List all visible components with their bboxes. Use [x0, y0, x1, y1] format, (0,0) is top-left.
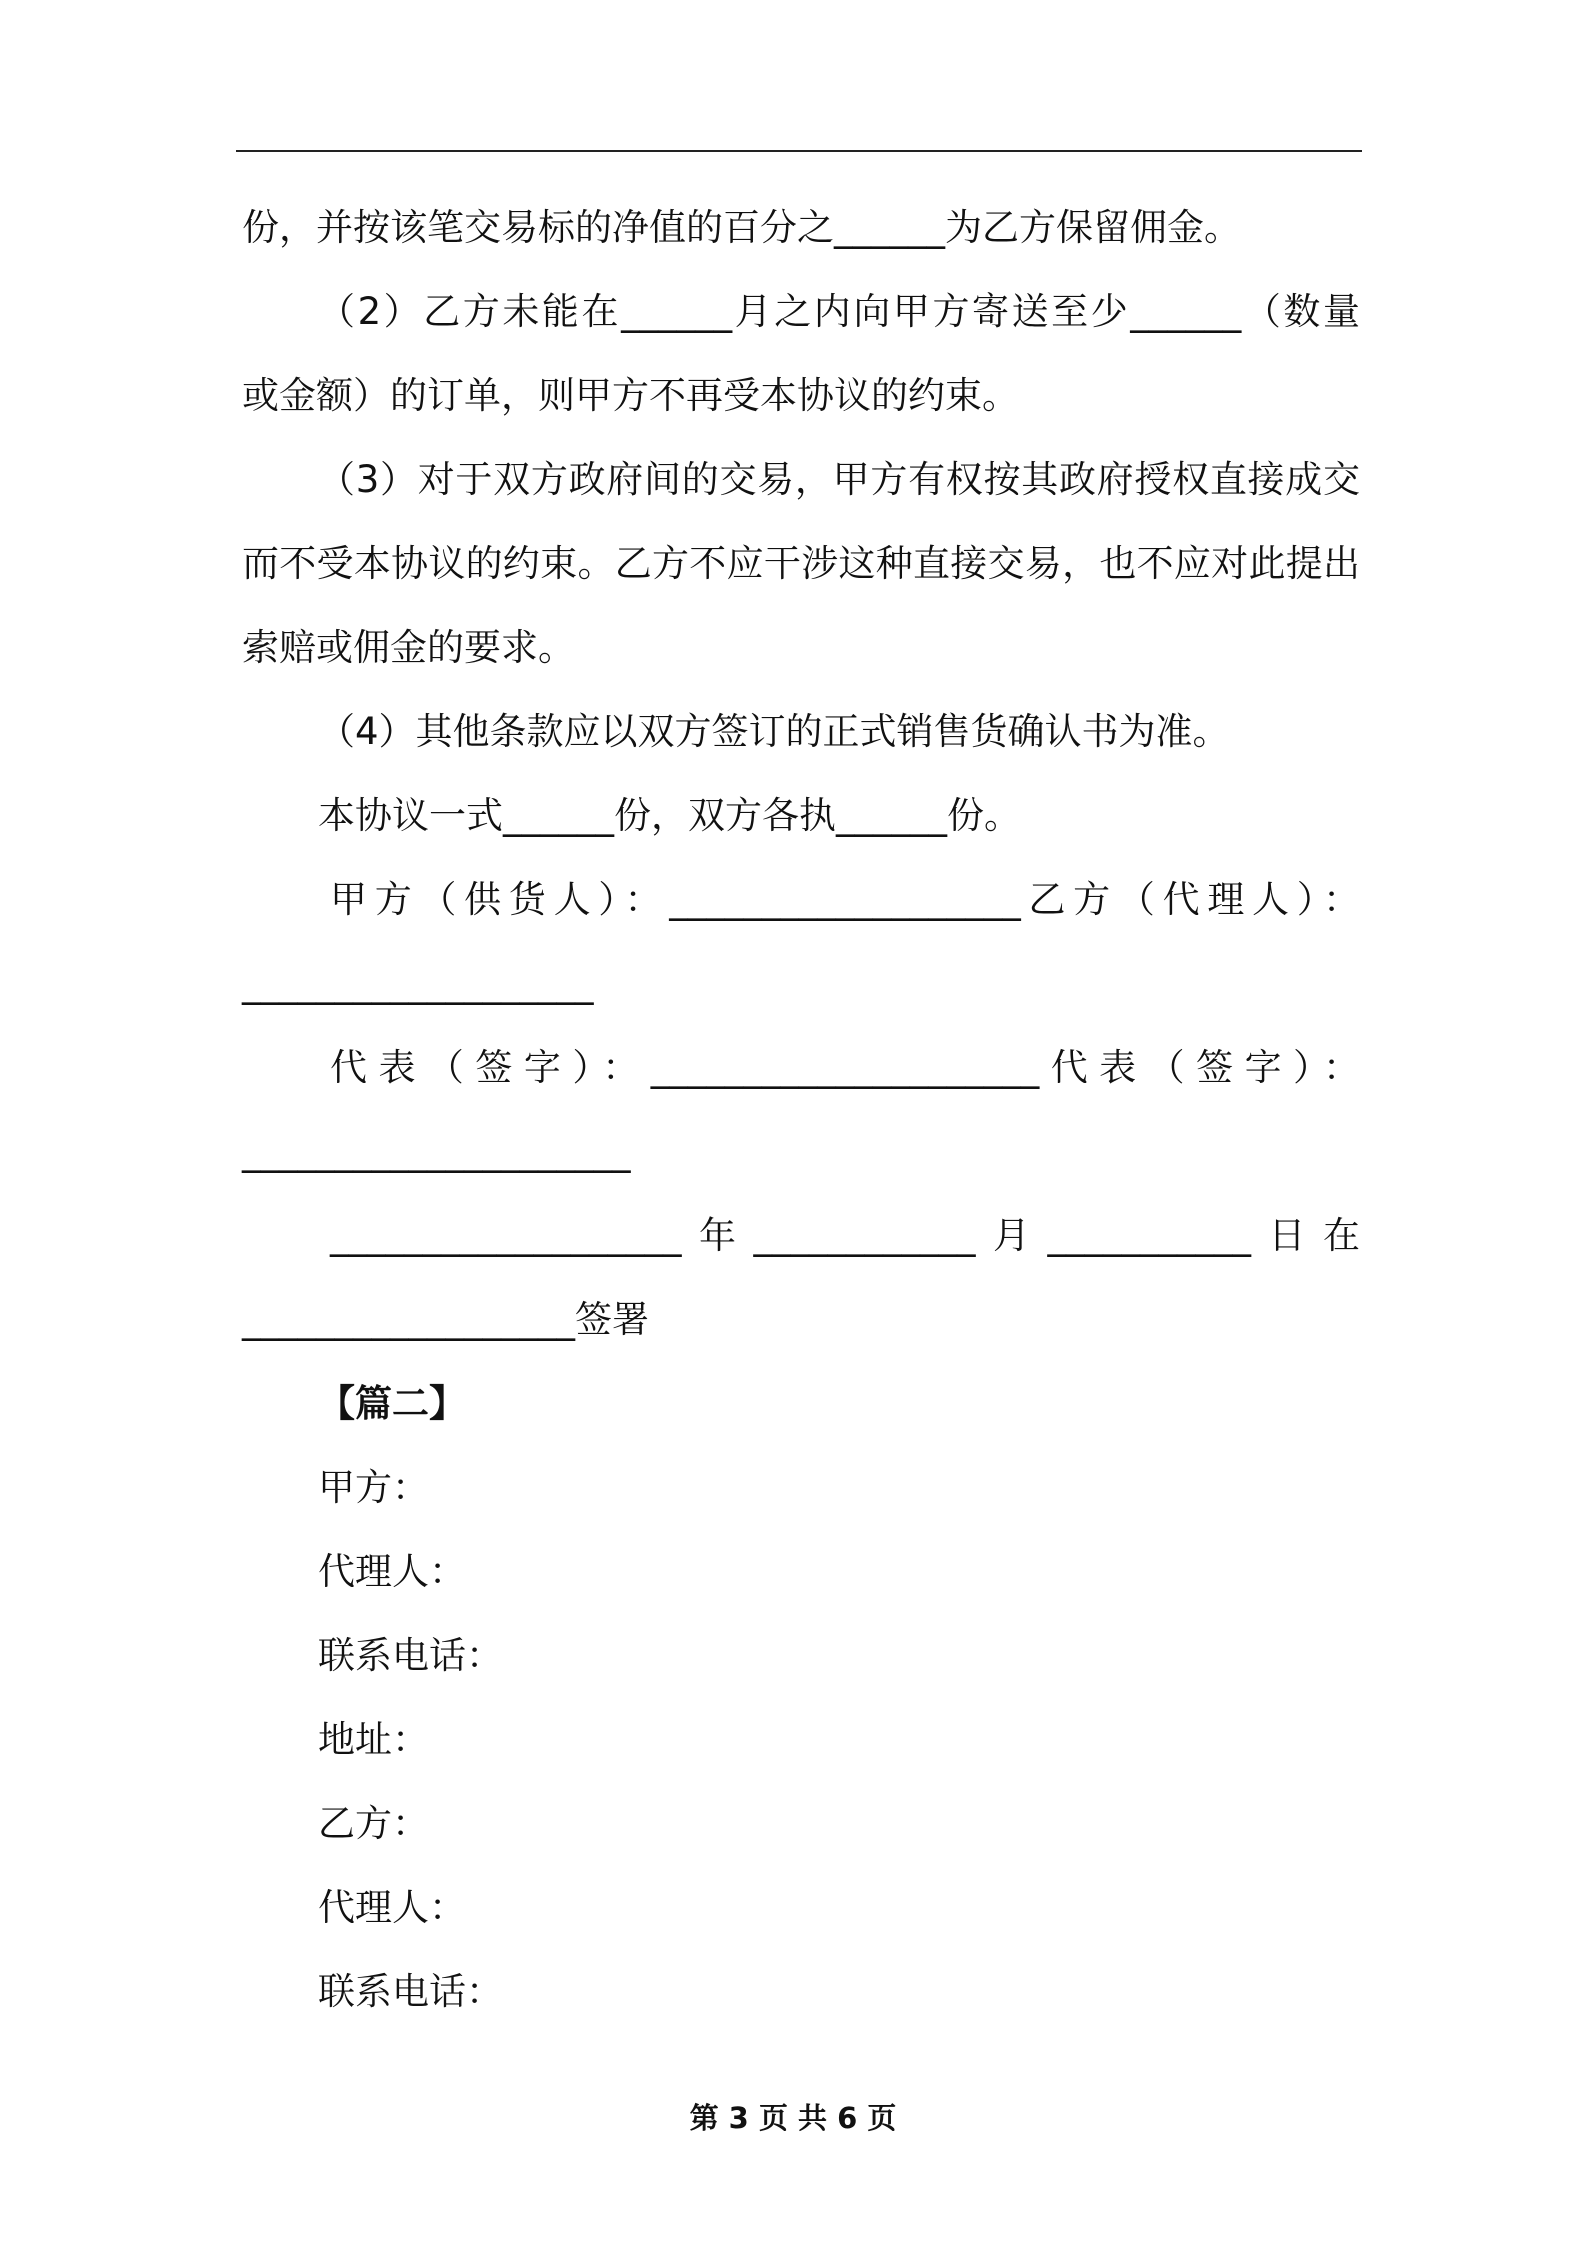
blank-line: _____________________ — [242, 1130, 631, 1173]
address-label: 地址： — [318, 1718, 429, 1761]
party-b-label: 乙方： — [318, 1802, 429, 1845]
copies-line: 本协议一式______份，双方各执______份。 — [318, 794, 1021, 837]
section-heading: 【篇二】 — [318, 1382, 466, 1425]
page-number: 第 3 页 共 6 页 — [689, 2101, 897, 2135]
header-rule — [236, 150, 1362, 152]
clause-4: （4）其他条款应以双方签订的正式销售货确认书为准。 — [318, 710, 1230, 753]
text-line: 份，并按该笔交易标的净值的百分之______为乙方保留佣金。 — [242, 206, 1241, 249]
agent-label: 代理人： — [318, 1550, 466, 1593]
signing-line: __________________签署 — [242, 1298, 649, 1341]
blank-line: ___________________ — [242, 962, 594, 1005]
text-line: 索赔或佣金的要求。 — [242, 626, 575, 669]
clause-3: （3）对于双方政府间的交易，甲方有权按其政府授权直接成交 — [318, 458, 1360, 501]
agent-label: 代理人： — [318, 1886, 466, 1929]
date-place-line: ___________________年____________月___________日在 — [330, 1214, 1360, 1257]
phone-label: 联系电话： — [318, 1970, 503, 2013]
text-line: 而不受本协议的约束。乙方不应干涉这种直接交易，也不应对此提出 — [242, 542, 1360, 585]
party-signature-line: 甲方（供货人）：___________________乙方（代理人）： — [330, 878, 1360, 921]
phone-label: 联系电话： — [318, 1634, 503, 1677]
representative-signature-line: 代表（签字）：_____________________代表（签字）： — [330, 1046, 1360, 1089]
clause-2: （2）乙方未能在______月之内向甲方寄送至少______（数量 — [318, 290, 1360, 333]
party-a-label: 甲方： — [318, 1466, 429, 1509]
text-line: 或金额）的订单，则甲方不再受本协议的约束。 — [242, 374, 1019, 417]
